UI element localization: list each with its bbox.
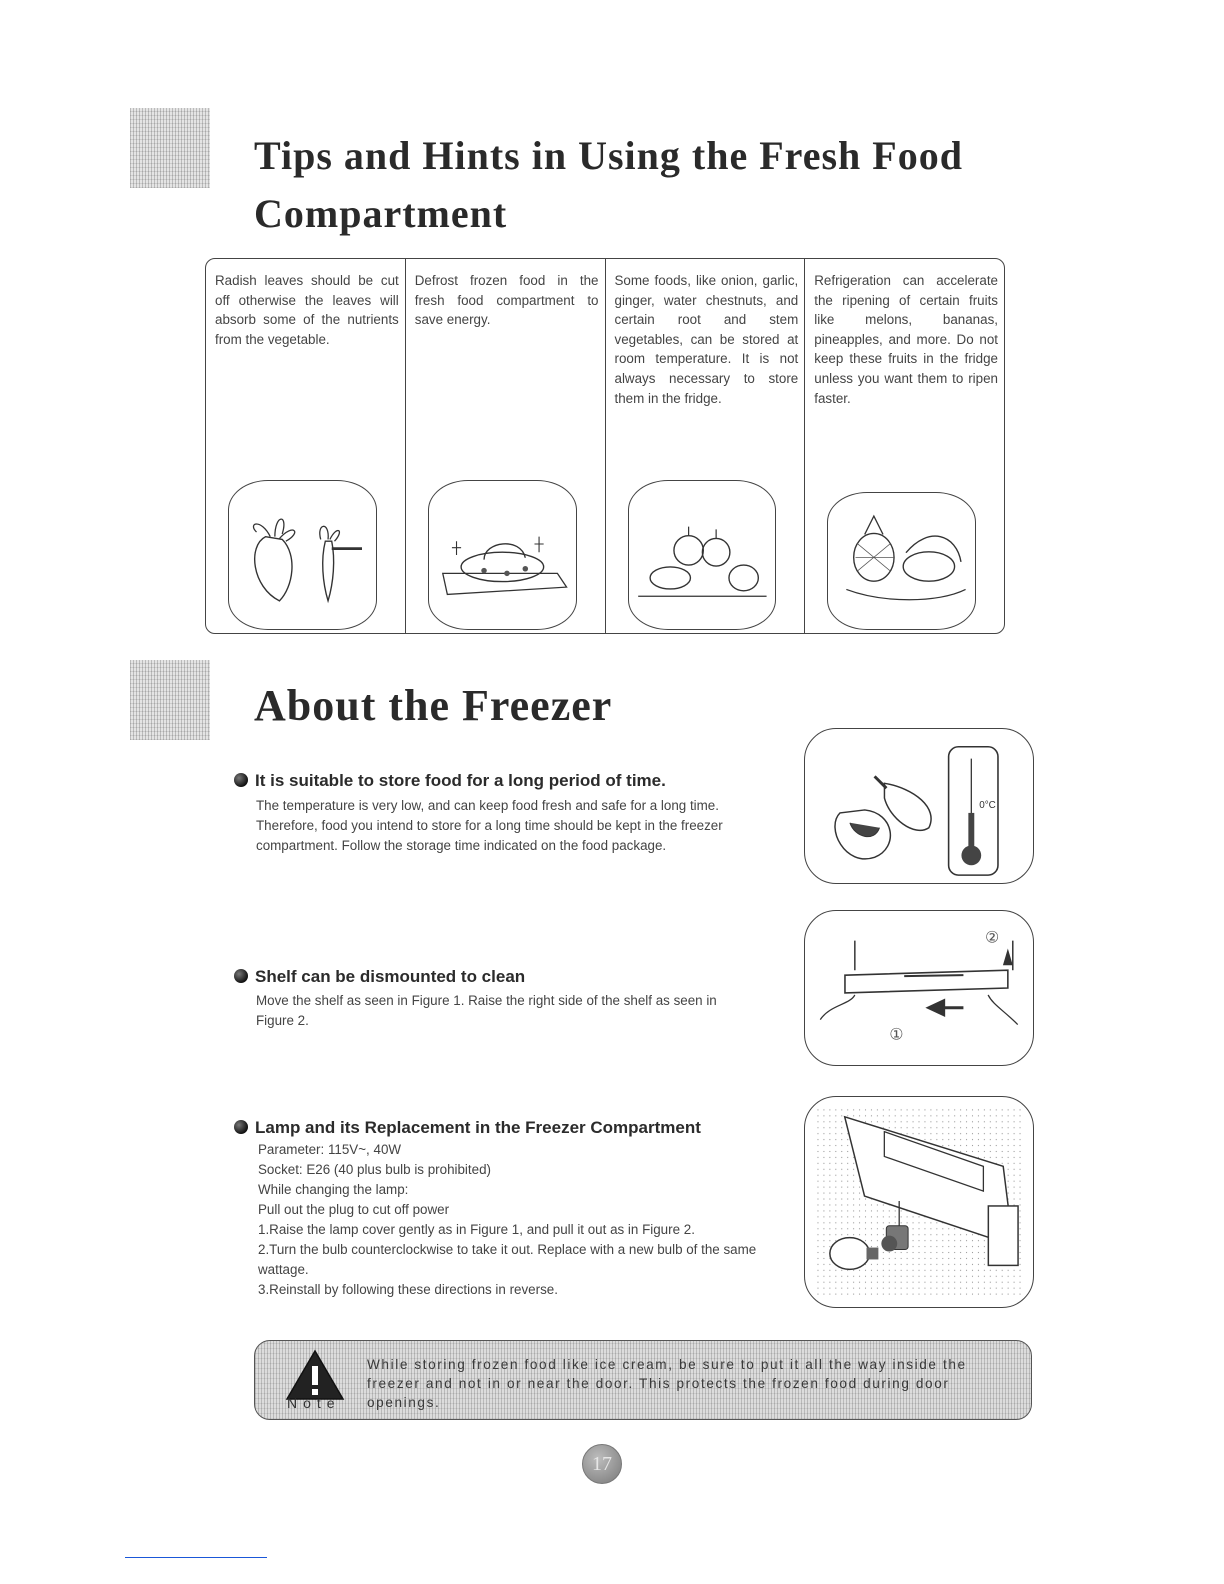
- section-marker-block: [130, 660, 210, 740]
- bullet-icon: [234, 969, 248, 983]
- freezer-item-body: Move the shelf as seen in Figure 1. Raise the right side of the shelf as seen in Figure 2.: [256, 993, 717, 1028]
- tip-column-defrost: [406, 259, 606, 633]
- freezer-item-body: The temperature is very low, and can keep food fresh and safe for a long time. Therefore, food you intend to store for a long time should be kept in the freezer compartment. Follow the storage time indicated on the food package.: [256, 798, 723, 853]
- tips-title-line2: Compartment: [254, 191, 508, 236]
- lamp-replacement-figure: [804, 1096, 1034, 1308]
- instruction-line: While changing the lamp:: [258, 1182, 409, 1197]
- figure-mark-1: ①: [889, 1024, 904, 1044]
- tip-column-ripening: [805, 259, 1004, 633]
- bullet-icon: [234, 1120, 248, 1134]
- thermometer-figure: [804, 728, 1034, 884]
- note-text: While storing frozen food like ice cream, be sure to put it all the way inside the freezer and not in or near the door. This protects the frozen food during door openings.: [367, 1357, 967, 1410]
- tip-text: Radish leaves should be cut off otherwise the leaves will absorb some of the nutrients from the vegetable.: [215, 273, 399, 347]
- thermometer-label: 0°C: [979, 799, 996, 811]
- fruits-icon: [827, 492, 976, 630]
- tip-text: Some foods, like onion, garlic, ginger, water chestnuts, and certain root and stem vegetables, can be stored at room temperature. It is not always necessary to store them in the fridge.: [614, 273, 799, 406]
- page-number: 17: [582, 1444, 622, 1484]
- tip-text: Defrost frozen food in the fresh food compartment to save energy.: [414, 273, 599, 328]
- instruction-line: 2.Turn the bulb counterclockwise to take it out. Replace with a new bulb of the same wattage.: [258, 1242, 757, 1277]
- freezer-title: About the Freezer: [254, 681, 613, 730]
- tip-column-room-temp: [606, 259, 806, 633]
- note-box: [254, 1340, 1032, 1420]
- warning-icon: [285, 1349, 345, 1401]
- lamp-instructions: [258, 1140, 778, 1300]
- section-marker-block: [130, 108, 210, 188]
- instruction-line: 1.Raise the lamp cover gently as in Figure 1, and pull it out as in Figure 2.: [258, 1222, 695, 1237]
- heading-text: Shelf can be dismounted to clean: [255, 967, 526, 986]
- freezer-item-heading: [234, 967, 525, 987]
- figure-mark-2: ②: [985, 927, 1000, 947]
- instruction-line: Pull out the plug to cut off power: [258, 1202, 450, 1217]
- tips-title-line1: Tips and Hints in Using the Fresh Food: [254, 133, 963, 178]
- footer-line: [125, 1557, 267, 1558]
- freezer-item-heading: [234, 1118, 701, 1138]
- shelf-removal-figure: [804, 910, 1034, 1066]
- root-vegetables-icon: [628, 480, 777, 630]
- instruction-line: Socket: E26 (40 plus bulb is prohibited): [258, 1162, 491, 1177]
- instruction-line: Parameter: 115V~, 40W: [258, 1142, 402, 1157]
- heading-text: Lamp and its Replacement in the Freezer Compartment: [255, 1118, 701, 1137]
- tip-text: Refrigeration can accelerate the ripening of certain fruits like melons, bananas, pineapples, and more. Do not keep these fruits in the fridge unless you want them to ripen faster.: [814, 273, 998, 406]
- roast-chicken-icon: [428, 480, 577, 630]
- tip-column-radish: [206, 259, 406, 633]
- radish-icon: [228, 480, 377, 630]
- heading-text: It is suitable to store food for a long period of time.: [255, 771, 666, 790]
- instruction-line: 3.Reinstall by following these directions in reverse.: [258, 1282, 558, 1297]
- freezer-item-heading: [234, 771, 666, 791]
- tips-table: [205, 258, 1005, 634]
- note-label: Note: [287, 1395, 341, 1411]
- bullet-icon: [234, 773, 248, 787]
